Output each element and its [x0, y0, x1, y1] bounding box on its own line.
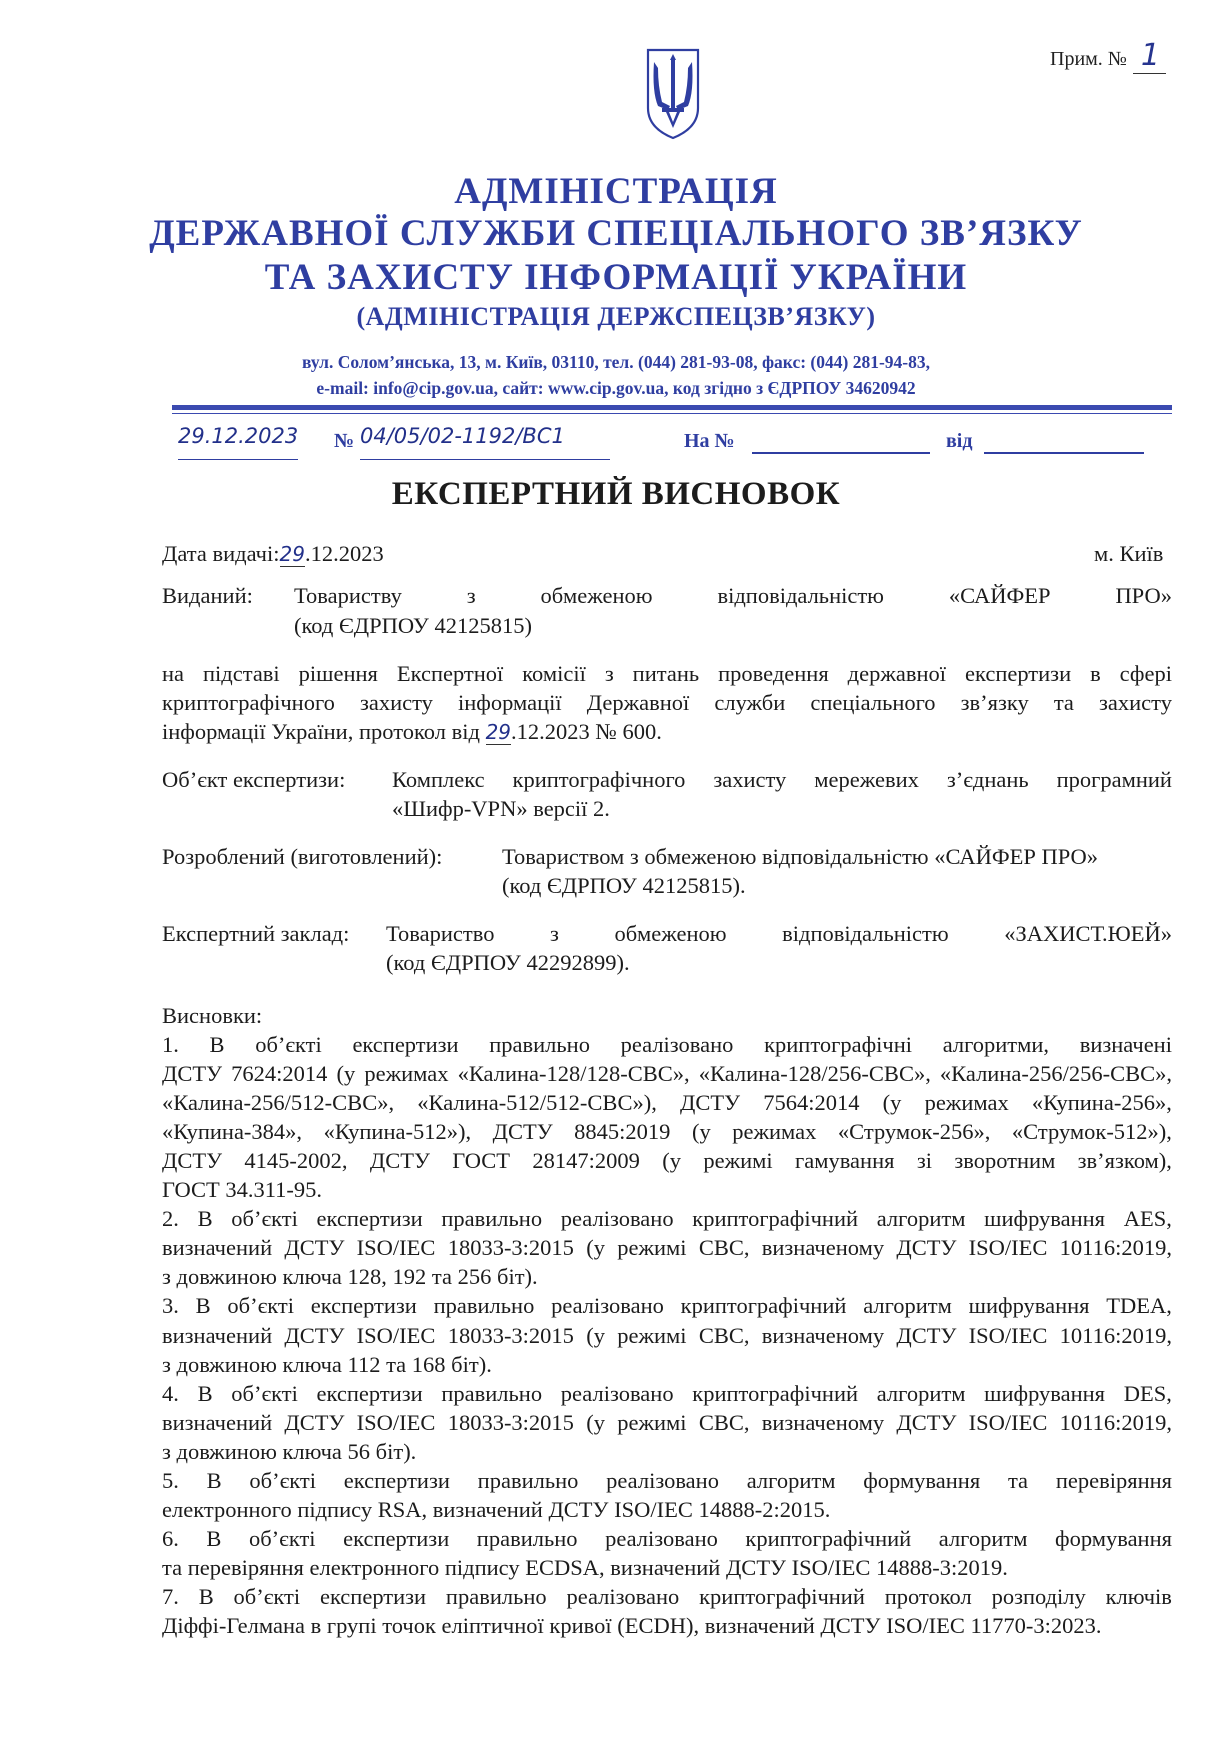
conclusion-word: ДСТУ: [492, 1119, 553, 1145]
conclusion-line: ГОСТ 34.311-95.: [162, 1177, 323, 1203]
basis-word: проведення: [718, 661, 829, 686]
basis-word: Експертної: [396, 661, 504, 686]
expert-body-label: Експертний заклад:: [162, 921, 350, 946]
conclusion-word: правильно: [441, 1206, 543, 1232]
conclusion-word: зі: [916, 1148, 932, 1174]
issued-to-word: обмеженою: [540, 583, 653, 608]
conclusion-line: [162, 1467, 1172, 1496]
basis-word: рішення: [298, 661, 378, 686]
conclusion-line: [162, 1234, 1172, 1263]
object-word: з’єднань: [946, 767, 1029, 792]
conclusion-line: [162, 1118, 1172, 1147]
issue-date: [162, 540, 384, 569]
org-name-line-2: ДЕРЖАВНОЇ СЛУЖБИ СПЕЦІАЛЬНОГО ЗВ’ЯЗКУ: [149, 213, 1083, 254]
conclusion-word: об’єкті: [249, 1467, 316, 1493]
expert-body-word: обмеженою: [614, 921, 727, 946]
conclusion-word: алгоритм: [876, 1380, 966, 1406]
conclusion-word: «Струмок-256»,: [837, 1119, 991, 1145]
conclusion-line: Діффі-Гелмана в групі точок еліптичної кривої (ECDH), визначений ДСТУ ISO/IEC 11770-3:2023.: [162, 1613, 1102, 1638]
conclusion-word: «Калина-128/128-CBC»,: [457, 1061, 690, 1087]
in-reply-label: На №: [684, 430, 735, 452]
basis-word: Державної: [586, 690, 690, 715]
conclusion-word: В: [195, 1293, 211, 1319]
conclusion-word: реалізовано: [605, 1525, 718, 1551]
conclusion-word: режимах: [924, 1090, 1009, 1116]
conclusion-word: ДСТУ: [162, 1148, 223, 1174]
conclusion-word: правильно: [477, 1467, 579, 1493]
conclusion-word: визначеному: [761, 1235, 885, 1261]
object-word: мережевих: [814, 767, 919, 792]
basis-word: підставі: [202, 661, 280, 686]
conclusion-word: ДСТУ: [896, 1235, 957, 1261]
conclusion-word: реалізовано: [560, 1206, 674, 1232]
conclusion-word: шифрування: [984, 1380, 1106, 1406]
conclusion-word: (у: [336, 1061, 356, 1087]
issue-date-rest: .12.2023: [304, 541, 384, 566]
conclusion-word: «Купина-384»,: [162, 1119, 303, 1145]
basis-word: захисту: [359, 690, 433, 715]
conclusion-word: «Купина-256»,: [1031, 1090, 1172, 1116]
conclusion-word: розподілу: [991, 1583, 1086, 1609]
conclusion-word: 18033-3:2015: [447, 1235, 574, 1261]
issue-city: м. Київ: [1094, 541, 1164, 566]
conclusion-word: алгоритм: [876, 1206, 966, 1232]
conclusion-word: режимі: [617, 1322, 687, 1348]
conclusion-word: «Калина-128/256-CBC»,: [698, 1061, 931, 1087]
conclusion-word: (у: [882, 1090, 902, 1116]
conclusion-word: реалізовано: [551, 1293, 664, 1319]
conclusion-word: об’єкті: [248, 1525, 316, 1551]
org-address: вул. Солом’янська, 13, м. Київ, 03110, тел. (044) 281-93-08, факс: (044) 281-94-83,: [302, 352, 930, 372]
issued-to-word: з: [466, 583, 476, 608]
object-line-2: «Шифр-VPN» версії 2.: [392, 796, 610, 821]
issue-date-day: 29: [279, 542, 305, 566]
basis-word: криптографічного: [162, 690, 335, 715]
conclusion-word: шифрування: [984, 1206, 1106, 1232]
header-divider-thin: [172, 413, 1172, 414]
copy-number-label: Прим. №: [1050, 48, 1127, 70]
conclusion-line: [162, 1409, 1172, 1438]
object-line-1: [392, 766, 1172, 795]
conclusion-word: алгоритми,: [942, 1032, 1050, 1057]
conclusion-word: «Калина-512/512-CBC»),: [417, 1090, 657, 1116]
conclusion-word: 5.: [162, 1467, 179, 1493]
basis-line-2: [162, 689, 1172, 718]
conclusion-word: визначений: [162, 1322, 273, 1348]
conclusion-word: 6.: [162, 1525, 179, 1551]
conclusion-word: ДСТУ: [896, 1409, 957, 1435]
conclusion-line: [162, 1089, 1172, 1118]
conclusion-word: реалізовано: [560, 1380, 674, 1406]
conclusion-word: ISO/IEC: [356, 1322, 436, 1348]
basis-word: на: [162, 661, 185, 686]
issued-to-line-1: [294, 582, 1172, 611]
registration-number-label: №: [334, 430, 355, 452]
conclusion-word: режимі: [617, 1409, 687, 1435]
conclusion-word: ДСТУ: [284, 1409, 345, 1435]
org-name-line-1: АДМІНІСТРАЦІЯ: [454, 171, 778, 212]
conclusion-line: [162, 1031, 1172, 1060]
conclusion-line: електронного підпису RSA, визначений ДСТУ ISO/IEC 14888-2:2015.: [162, 1496, 831, 1522]
registration-date: 29.12.2023: [178, 424, 298, 460]
conclusion-word: визначений: [162, 1409, 273, 1435]
expert-body-word: відповідальністю: [782, 921, 949, 946]
conclusion-word: 3.: [162, 1293, 179, 1319]
conclusion-word: 7.: [162, 1583, 179, 1609]
conclusion-line: з довжиною ключа 56 біт).: [162, 1438, 417, 1464]
tryzub-emblem-icon: [644, 46, 702, 142]
conclusion-line: [162, 1322, 1172, 1351]
conclusion-word: ключів: [1105, 1583, 1172, 1609]
conclusion-word: об’єкті: [233, 1583, 301, 1609]
conclusion-word: криптографічні: [764, 1032, 913, 1057]
basis-text: .12.2023 № 600.: [511, 719, 662, 744]
conclusion-word: об’єкті: [227, 1293, 294, 1319]
conclusion-word: (у: [586, 1235, 605, 1261]
conclusion-word: CBC,: [698, 1322, 750, 1348]
conclusion-word: гамування: [795, 1148, 895, 1174]
conclusion-word: AES,: [1123, 1206, 1172, 1232]
conclusion-word: «Калина-256/256-CBC»,: [939, 1061, 1172, 1087]
basis-word: захисту: [1099, 690, 1172, 715]
issued-to-word: ПРО»: [1115, 583, 1172, 608]
issued-to-word: відповідальністю: [717, 583, 884, 608]
registration-number: 04/05/02-1192/ВС1: [360, 424, 610, 460]
basis-word: питань: [632, 661, 700, 686]
conclusion-word: об’єкті: [231, 1206, 298, 1232]
conclusion-line: [162, 1583, 1172, 1612]
in-reply-blank: [752, 452, 930, 454]
conclusion-word: ДСТУ: [162, 1061, 223, 1087]
conclusion-word: режимі: [617, 1235, 687, 1261]
conclusion-word: 28147:2009: [532, 1148, 640, 1174]
org-short-name: (АДМІНІСТРАЦІЯ ДЕРЖСПЕЦЗВ’ЯЗКУ): [356, 302, 876, 331]
conclusion-line: [162, 1205, 1172, 1234]
conclusion-word: (у: [586, 1409, 605, 1435]
expert-body-word: Товариство: [386, 921, 495, 946]
conclusion-word: В: [198, 1583, 214, 1609]
basis-word: сфері: [1119, 661, 1172, 686]
conclusion-word: криптографічний: [699, 1583, 865, 1609]
issued-to-word: «САЙФЕР: [948, 583, 1051, 608]
basis-word: комісії: [522, 661, 586, 686]
basis-word: та: [1053, 690, 1074, 715]
conclusion-word: формування: [863, 1467, 981, 1493]
copy-number-mark: [1050, 38, 1166, 73]
conclusion-word: ISO/IEC: [968, 1409, 1048, 1435]
expert-body-word: з: [550, 921, 559, 946]
conclusion-word: правильно: [433, 1293, 535, 1319]
conclusion-word: ISO/IEC: [968, 1235, 1048, 1261]
conclusion-word: криптографічний: [745, 1525, 912, 1551]
developer-line-2: (код ЄДРПОУ 42125815).: [502, 873, 746, 898]
conclusion-word: зв’язком),: [1077, 1148, 1172, 1174]
expert-body-word: «ЗАХИСТ.ЮЕЙ»: [1004, 921, 1172, 946]
conclusion-word: 7624:2014: [231, 1061, 328, 1087]
conclusion-word: «Калина-256/512-CBC»,: [162, 1090, 395, 1116]
conclusion-word: криптографічний: [680, 1293, 847, 1319]
conclusion-word: експертизи: [316, 1380, 423, 1406]
conclusion-word: (у: [691, 1119, 711, 1145]
conclusion-word: експертизи: [343, 1525, 450, 1551]
object-word: Комплекс: [392, 767, 485, 792]
conclusion-word: зворотним: [954, 1148, 1056, 1174]
conclusion-word: 4145-2002,: [244, 1148, 348, 1174]
header-divider: [172, 405, 1172, 410]
basis-line-3: [162, 718, 662, 747]
conclusion-word: ГОСТ: [452, 1148, 510, 1174]
conclusion-word: 1.: [162, 1032, 179, 1057]
conclusion-word: визначеному: [761, 1322, 885, 1348]
conclusion-word: реалізовано: [566, 1583, 680, 1609]
conclusion-word: шифрування: [968, 1293, 1090, 1319]
expert-body-line-1: [386, 920, 1172, 949]
conclusion-word: ДСТУ: [680, 1090, 741, 1116]
conclusion-word: протокол: [884, 1583, 972, 1609]
issued-to-label: Виданий:: [162, 583, 253, 608]
org-contacts: e-mail: info@cip.gov.ua, сайт: www.cip.gov.ua, код згідно з ЄДРПОУ 34620942: [316, 378, 916, 398]
conclusion-word: об’єкті: [255, 1032, 322, 1057]
conclusion-word: правильно: [441, 1380, 543, 1406]
conclusion-word: експертизи: [343, 1467, 450, 1493]
issue-date-label: Дата видачі:: [162, 541, 280, 566]
from-date-label: від: [946, 430, 973, 452]
basis-word: експертизи: [964, 661, 1072, 686]
conclusion-word: ДСТУ: [284, 1235, 345, 1261]
conclusion-word: DES,: [1123, 1380, 1172, 1406]
conclusion-word: «Струмок-512»),: [1011, 1119, 1172, 1145]
basis-line-1: [162, 660, 1172, 689]
conclusion-word: 10116:2019,: [1059, 1235, 1172, 1261]
org-name-line-3: ТА ЗАХИСТУ ІНФОРМАЦІЇ УКРАЇНИ: [264, 257, 968, 298]
conclusion-word: об’єкті: [231, 1380, 298, 1406]
conclusion-word: визначеному: [761, 1409, 885, 1435]
object-word: криптографічного: [512, 767, 686, 792]
basis-word: в: [1090, 661, 1101, 686]
conclusion-word: експертизи: [319, 1583, 427, 1609]
conclusion-word: реалізовано: [606, 1467, 719, 1493]
conclusion-line: [162, 1060, 1172, 1089]
conclusion-word: реалізовано: [620, 1032, 734, 1057]
conclusion-word: режимах: [364, 1061, 449, 1087]
conclusion-word: 4.: [162, 1380, 179, 1406]
expert-body-line-2: (код ЄДРПОУ 42292899).: [386, 950, 630, 975]
conclusion-word: В: [206, 1525, 222, 1551]
conclusion-word: алгоритм: [938, 1525, 1028, 1551]
conclusion-word: ISO/IEC: [968, 1322, 1048, 1348]
conclusion-word: ДСТУ: [896, 1322, 957, 1348]
conclusion-word: CBC,: [698, 1235, 750, 1261]
conclusion-word: ISO/IEC: [356, 1409, 436, 1435]
conclusion-word: (у: [662, 1148, 681, 1174]
conclusion-word: криптографічний: [692, 1206, 859, 1232]
issued-to-line-2: (код ЄДРПОУ 42125815): [294, 613, 532, 638]
conclusion-word: формування: [1055, 1525, 1172, 1551]
conclusion-word: визначений: [162, 1235, 273, 1261]
conclusion-word: В: [197, 1206, 213, 1232]
conclusion-word: режимах: [732, 1119, 817, 1145]
basis-word: служби: [714, 690, 786, 715]
conclusion-word: В: [209, 1032, 225, 1057]
conclusion-word: 10116:2019,: [1059, 1322, 1172, 1348]
conclusion-line: та перевіряння електронного підпису ECDSA, визначений ДСТУ ISO/IEC 14888-3:2019.: [162, 1554, 1008, 1580]
object-label: Об’єкт експертизи:: [162, 767, 346, 792]
issued-to-word: Товариству: [294, 583, 402, 608]
from-date-blank: [984, 452, 1144, 454]
conclusion-word: CBC,: [698, 1409, 750, 1435]
conclusion-word: 18033-3:2015: [447, 1409, 574, 1435]
conclusion-line: з довжиною ключа 112 та 168 біт).: [162, 1351, 492, 1377]
conclusion-line: [162, 1380, 1172, 1409]
conclusion-word: правильно: [445, 1583, 547, 1609]
conclusion-word: перевіряння: [1055, 1467, 1172, 1493]
object-word: захисту: [713, 767, 787, 792]
conclusion-word: «Купина-512»),: [323, 1119, 472, 1145]
conclusion-word: ISO/IEC: [356, 1235, 436, 1261]
conclusion-word: експертизи: [316, 1206, 423, 1232]
conclusion-word: алгоритм: [746, 1467, 836, 1493]
conclusion-word: (у: [586, 1322, 605, 1348]
conclusion-word: криптографічний: [692, 1380, 859, 1406]
conclusion-word: режимі: [703, 1148, 773, 1174]
developer-line-1: Товариством з обмеженою відповідальністю «САЙФЕР ПРО»: [502, 844, 1099, 869]
basis-word: зв’язку: [960, 690, 1029, 715]
conclusion-word: правильно: [489, 1032, 590, 1057]
conclusion-line: [162, 1147, 1172, 1176]
conclusion-line: [162, 1525, 1172, 1554]
conclusion-word: 2.: [162, 1206, 179, 1232]
conclusion-word: 10116:2019,: [1059, 1409, 1172, 1435]
conclusion-word: ДСТУ: [284, 1322, 345, 1348]
basis-text: інформації України, протокол від: [162, 719, 486, 744]
copy-number-value: 1: [1133, 38, 1166, 74]
developer-label: Розроблений (виготовлений):: [162, 844, 443, 869]
conclusion-word: TDEA,: [1106, 1293, 1172, 1319]
document-title: ЕКСПЕРТНИЙ ВИСНОВОК: [391, 476, 841, 512]
conclusion-word: ДСТУ: [369, 1148, 430, 1174]
protocol-date-day: 29: [485, 720, 512, 744]
conclusion-word: 18033-3:2015: [447, 1322, 574, 1348]
conclusion-line: з довжиною ключа 128, 192 та 256 біт).: [162, 1264, 538, 1290]
basis-word: державної: [847, 661, 947, 686]
conclusion-word: правильно: [476, 1525, 578, 1551]
conclusion-word: В: [197, 1380, 213, 1406]
conclusion-line: [162, 1292, 1172, 1321]
conclusion-word: визначені: [1079, 1032, 1172, 1057]
conclusion-word: експертизи: [352, 1032, 459, 1057]
basis-word: інформації: [457, 690, 562, 715]
conclusions-heading: Висновки:: [162, 1003, 263, 1028]
object-word: програмний: [1056, 767, 1172, 792]
conclusion-word: алгоритм: [863, 1293, 952, 1319]
conclusion-word: експертизи: [310, 1293, 417, 1319]
conclusion-word: 8845:2019: [574, 1119, 671, 1145]
conclusion-word: 7564:2014: [763, 1090, 860, 1116]
basis-word: спеціального: [810, 690, 936, 715]
conclusion-word: та: [1007, 1467, 1029, 1493]
conclusion-word: В: [206, 1467, 222, 1493]
basis-word: з: [604, 661, 614, 686]
